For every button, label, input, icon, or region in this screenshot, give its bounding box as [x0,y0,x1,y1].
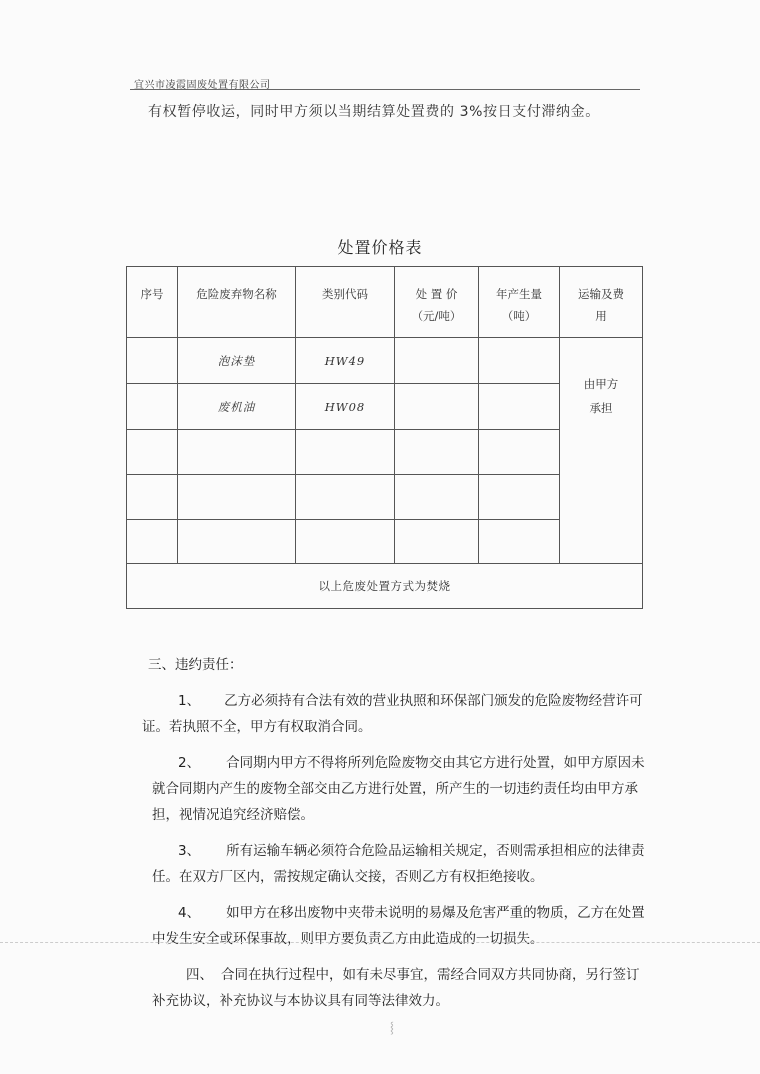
header-company-name: 宜兴市凌霞固废处置有限公司 [134,80,271,91]
row-waste-name [178,475,296,520]
transport-cost-line1: 由甲方 [583,377,619,391]
transport-cost-cell [560,338,643,564]
row-seq [127,430,178,475]
row-volume [479,475,560,520]
scan-artifact-line [0,942,760,943]
price-table [126,266,643,609]
row-volume [479,520,560,564]
header-annual-volume [479,267,560,338]
header-category-code: 类别代码 [296,267,395,338]
row-category-code: HW49 [296,338,395,384]
clause-1 [142,688,648,740]
row-waste-name [178,430,296,475]
section-4-text: 合同在执行过程中，如有未尽事宜，需经合同双方共同协商，另行签订补充协议，补充协议与本协议具有同等法律效力。 [152,967,640,1009]
clause-3 [152,838,648,890]
transport-cost-line2: 承担 [589,401,613,415]
row-price [395,384,479,430]
header-transport-line2: 用 [595,309,607,323]
header-volume-line1: 年产生量 [496,287,542,301]
row-category-code: HW08 [296,384,395,430]
continued-clause-text: 有权暂停收运，同时甲方须以当期结算处置费的 3%按日支付滞纳金。 [148,104,600,120]
clause-text: 所有运输车辆必须符合危险品运输相关规定，否则需承担相应的法律责任。在双方厂区内，需按规定确认交接，否则乙方有权拒绝接收。 [152,843,645,885]
row-price [395,430,479,475]
section-4-number: 四、 [186,967,213,983]
row-volume [479,338,560,384]
row-category-code [296,475,395,520]
table-footer-row [127,564,643,609]
header-price-line2: （元/吨） [411,309,462,323]
row-volume [479,430,560,475]
section-3-heading: 三、违约责任： [148,657,243,673]
row-seq [127,338,178,384]
row-price [395,475,479,520]
table-row [127,338,643,384]
clause-text: 乙方必须持有合法有效的营业执照和环保部门颁发的危险废物经营许可证。若执照不全，甲方有权取消合同。 [142,693,643,735]
header-divider [130,89,640,90]
clause-number: 2、 [178,755,201,771]
row-price [395,520,479,564]
row-volume [479,384,560,430]
header-seq: 序号 [127,267,178,338]
row-seq [127,384,178,430]
section-4 [152,962,648,1014]
clause-2 [152,750,648,828]
row-waste-name: 泡沫垫 [178,338,296,384]
clause-number: 3、 [178,843,201,859]
row-seq [127,475,178,520]
clause-number: 4、 [178,905,201,921]
header-waste-name: 危险废弃物名称 [178,267,296,338]
clause-text: 合同期内甲方不得将所列危险废物交由其它方进行处置，如甲方原因未就合同期内产生的废物全部交由乙方进行处置，所产生的一切违约责任均由甲方承担，视情况追究经济赔偿。 [152,755,645,823]
row-waste-name [178,520,296,564]
row-waste-name: 废机油 [178,384,296,430]
row-price [395,338,479,384]
header-price [395,267,479,338]
header-price-line1: 处 置 价 [415,287,458,301]
header-volume-line2: （吨） [501,309,537,323]
disposal-method-note: 以上危废处置方式为焚烧 [127,564,643,609]
clause-text: 如甲方在移出废物中夹带未说明的易爆及危害严重的物质，乙方在处置中发生安全或环保事故，则甲方要负责乙方由此造成的一切损失。 [152,905,645,947]
scan-smudge-mark: ⸾ [390,1021,394,1034]
clause-number: 1、 [178,693,201,709]
header-transport-line1: 运输及费 [578,287,624,301]
header-transport [560,267,643,338]
price-table-title: 处置价格表 [337,238,423,257]
row-seq [127,520,178,564]
table-header-row [127,267,643,338]
clause-4 [152,900,648,952]
breach-liability-section [142,652,648,1014]
row-category-code [296,430,395,475]
row-category-code [296,520,395,564]
